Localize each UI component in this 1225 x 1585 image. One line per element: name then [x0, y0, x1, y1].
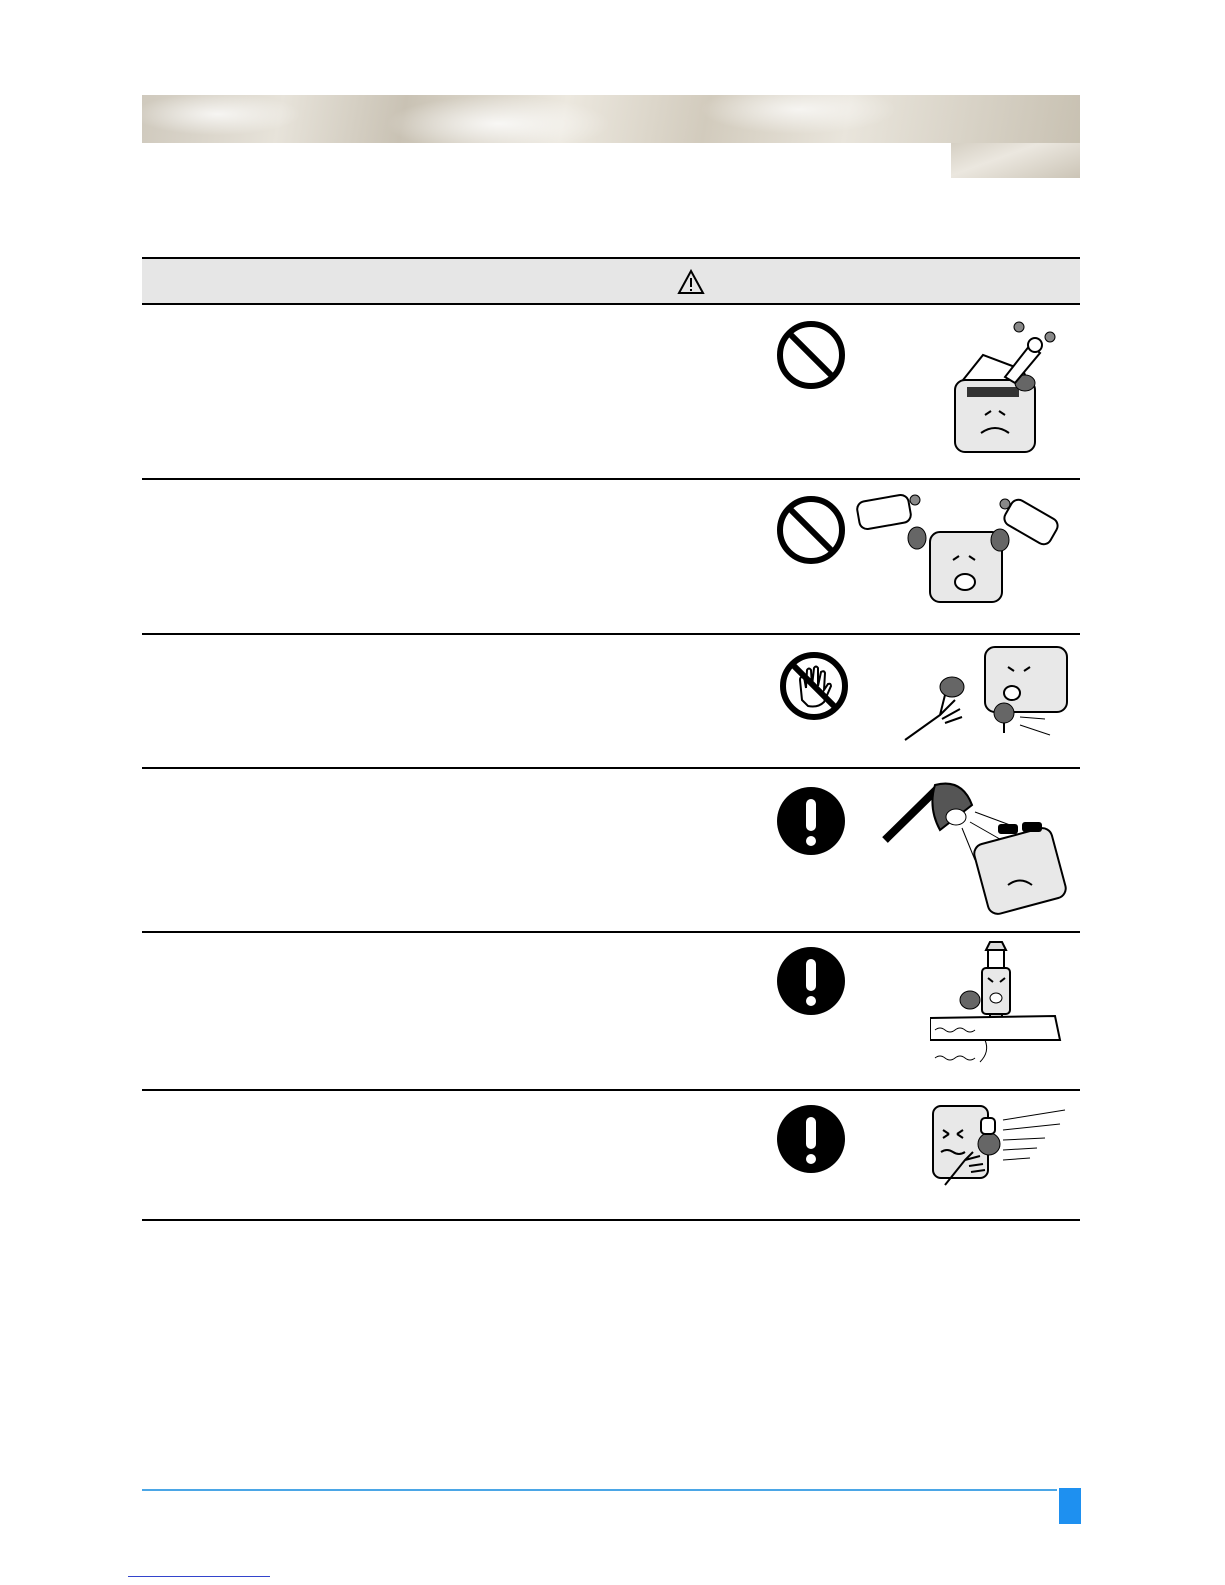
- cutter-blade-illustration: [930, 940, 1070, 1070]
- prohibition-icon: [775, 319, 847, 391]
- header-banner-tab: [951, 143, 1080, 178]
- row-divider: [142, 1089, 1080, 1091]
- hand-touching-pen-illustration: [900, 645, 1070, 750]
- row-divider: [142, 478, 1080, 480]
- header-banner: [142, 95, 1080, 143]
- page-tab-marker: [1059, 1488, 1081, 1524]
- mandatory-icon: [775, 785, 847, 857]
- prohibition-icon: [775, 494, 847, 566]
- row-divider: [142, 633, 1080, 635]
- row-divider: [142, 767, 1080, 769]
- direct-light-illustration: [880, 780, 1070, 915]
- warning-triangle-icon: [677, 269, 705, 295]
- pen-carriage-illustration: [925, 1100, 1070, 1200]
- footer-rule: [142, 1489, 1057, 1491]
- mandatory-icon: [775, 945, 847, 1017]
- liquid-into-device-illustration: [935, 315, 1065, 465]
- row-divider: [142, 1219, 1080, 1221]
- do-not-touch-icon: [778, 650, 850, 722]
- bottom-underline: [128, 1576, 270, 1577]
- mandatory-icon: [775, 1103, 847, 1175]
- row-divider: [142, 931, 1080, 933]
- spray-on-device-illustration: [855, 490, 1070, 615]
- caution-table-header: [142, 257, 1080, 305]
